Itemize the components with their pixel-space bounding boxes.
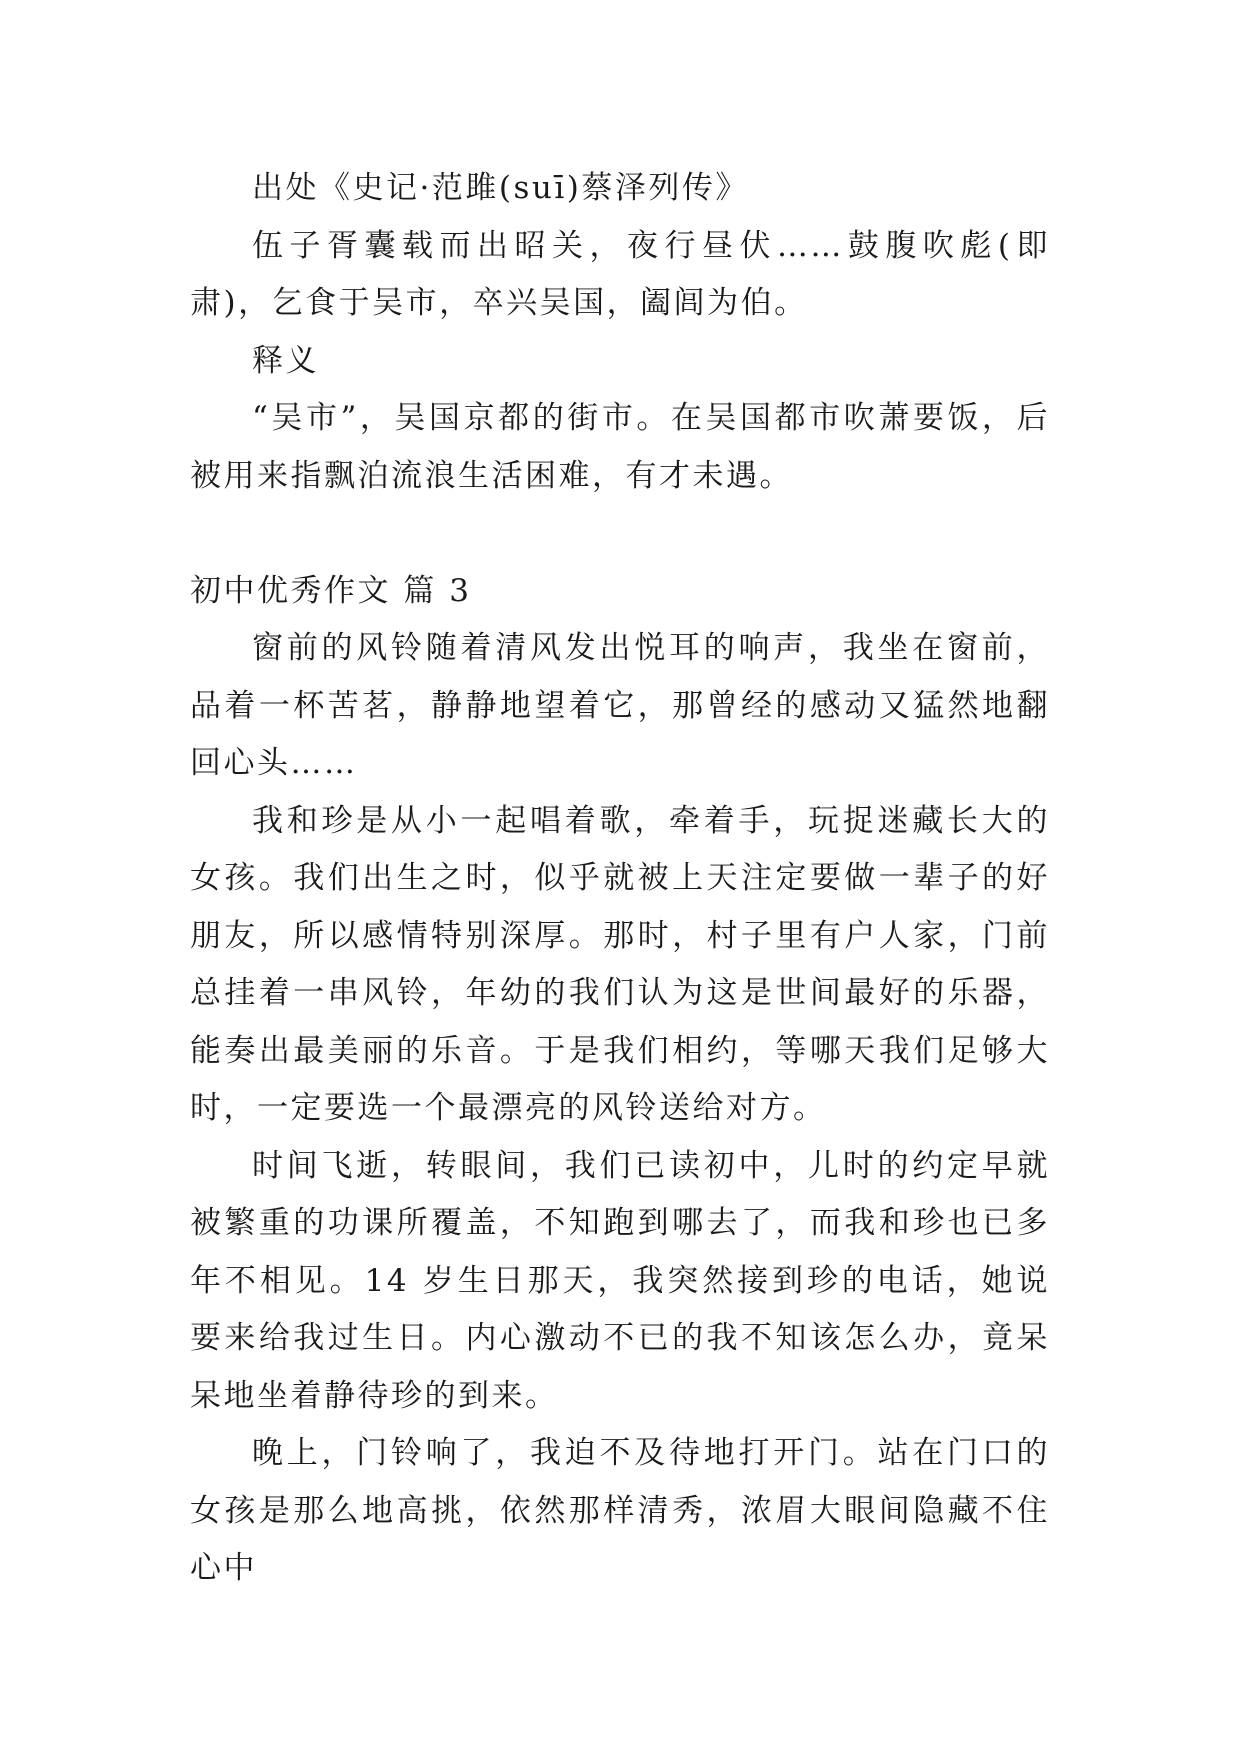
section-gap xyxy=(190,505,1050,563)
quote-paragraph: 伍子胥囊载而出昭关，夜行昼伏……鼓腹吹彪(即肃)，乞食于吴市，卒兴吴国，阖闾为伯。 xyxy=(190,227,1050,321)
essay-paragraph: 我和珍是从小一起唱着歌，牵着手，玩捉迷藏长大的女孩。我们出生之时，似乎就被上天注定要做一辈子的好朋友，所以感情特别深厚。那时，村子里有户人家，门前总挂着一串风铃，年幼的我们认为这是世间最好的乐器，能奏出最美丽的乐音。于是我们相约，等哪天我们足够大时，一定要选一个最漂亮的风铃送给对方。 xyxy=(190,802,1050,1126)
document-body xyxy=(190,160,1050,1598)
essay-paragraph: 窗前的风铃随着清风发出悦耳的响声，我坐在窗前，品着一杯苦茗，静静地望着它，那曾经的感动又猛然地翻回心头…… xyxy=(190,630,1050,781)
essay-title: 初中优秀作文 篇 3 xyxy=(190,572,472,609)
source-line: 出处《史记·范雎(suī)蔡泽列传》 xyxy=(252,170,749,206)
meaning-label: 释义 xyxy=(252,342,319,379)
essay-paragraph: 时间飞逝，转眼间，我们已读初中，儿时的约定早就被繁重的功课所覆盖，不知跑到哪去了，而我和珍也已多年不相见。14 岁生日那天，我突然接到珍的电话，她说要来给我过生日。内心激动不已的我不知该怎么办，竟呆呆地坐着静待珍的到来。 xyxy=(190,1147,1050,1414)
essay-paragraph: 晚上，门铃响了，我迫不及待地打开门。站在门口的女孩是那么地高挑，依然那样清秀，浓眉大眼间隐藏不住心中 xyxy=(190,1435,1050,1586)
meaning-paragraph: “吴市”，吴国京都的街市。在吴国都市吹萧要饭，后被用来指飘泊流浪生活困难，有才未遇。 xyxy=(190,400,1050,494)
